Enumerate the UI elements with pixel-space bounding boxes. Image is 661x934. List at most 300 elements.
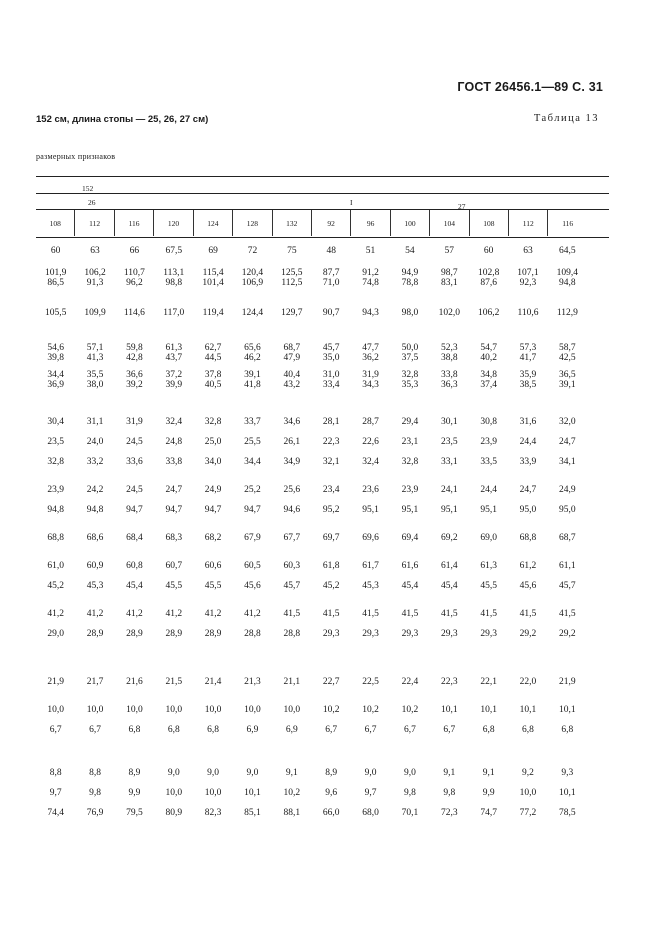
cell-value: 10,0 — [165, 788, 183, 798]
table-cell — [469, 417, 508, 427]
table-cell — [272, 417, 311, 427]
cell-value: 106,2 — [84, 268, 106, 278]
cell-value: 72 — [247, 246, 258, 256]
cell-value: 24,7 — [559, 437, 576, 447]
cell-value: 39,1 — [559, 380, 576, 390]
table-cell — [430, 485, 469, 495]
cell-value: 45,5 — [480, 581, 497, 591]
table-cell — [193, 725, 232, 735]
table-cell — [469, 561, 508, 571]
cell-value: 67,5 — [165, 246, 183, 256]
table-cell — [36, 268, 75, 288]
table-cell — [272, 246, 311, 256]
table-cell — [154, 246, 193, 256]
cell-value: 9,9 — [128, 788, 141, 798]
cell-value: 50,0 — [401, 343, 419, 353]
cell-value: 33,9 — [519, 457, 537, 467]
column-header: 120 — [153, 210, 192, 236]
table-cell — [548, 768, 587, 778]
cell-value: 112,9 — [556, 308, 578, 318]
table-cell — [469, 581, 508, 591]
cell-value: 69,6 — [362, 533, 379, 543]
cell-value: 25,5 — [244, 437, 261, 447]
cell-value: 41,5 — [440, 609, 458, 619]
cell-value: 119,4 — [202, 308, 224, 318]
cell-value: 24,5 — [126, 437, 143, 447]
cell-value: 32,8 — [47, 457, 64, 467]
table-cell — [390, 768, 429, 778]
cell-value: 68,0 — [362, 808, 379, 818]
cell-value: 45,7 — [559, 581, 576, 591]
table-cell — [272, 457, 311, 467]
table-cell — [312, 370, 351, 390]
cell-value: 9,3 — [561, 768, 574, 778]
cell-value: 10,1 — [440, 705, 458, 715]
table-cell — [312, 561, 351, 571]
cell-value: 45,4 — [401, 581, 419, 591]
table-cell — [75, 561, 114, 571]
cell-value: 10,1 — [559, 788, 576, 798]
table-cell — [154, 581, 193, 591]
table-cell — [508, 808, 547, 818]
cell-value: 91,3 — [86, 278, 104, 288]
table-row — [36, 370, 587, 390]
cell-value: 21,1 — [283, 677, 301, 687]
table-cell — [312, 788, 351, 798]
cell-value: 25,6 — [283, 485, 301, 495]
cell-value: 69,2 — [440, 533, 458, 543]
table-cell — [351, 437, 390, 447]
cell-value: 29,4 — [401, 417, 419, 427]
cell-value: 65,6 — [244, 343, 261, 353]
table-cell — [469, 705, 508, 715]
cell-value: 101,9 — [44, 268, 67, 278]
table-cell — [115, 308, 154, 318]
table-cell — [193, 677, 232, 687]
cell-value: 45,4 — [440, 581, 458, 591]
table-cell — [154, 629, 193, 639]
column-header: 128 — [232, 210, 271, 236]
table-cell — [115, 808, 154, 818]
cell-value: 10,0 — [47, 705, 64, 715]
table-cell — [193, 629, 232, 639]
table-cell — [233, 788, 272, 798]
cell-value: 9,8 — [443, 788, 456, 798]
cell-value: 67,7 — [283, 533, 301, 543]
table-row — [36, 788, 587, 798]
table-cell — [233, 505, 272, 515]
table-cell — [548, 308, 587, 318]
table-cell — [193, 308, 232, 318]
cell-value: 6,7 — [364, 725, 377, 735]
cell-value: 120,4 — [241, 268, 264, 278]
cell-value: 94,7 — [126, 505, 143, 515]
cell-value: 94,6 — [283, 505, 301, 515]
table-cell — [508, 417, 547, 427]
cell-value: 82,3 — [204, 808, 222, 818]
table-cell — [430, 268, 469, 288]
cell-value: 45,5 — [204, 581, 222, 591]
table-cell — [548, 788, 587, 798]
table-cell — [233, 246, 272, 256]
cell-value: 102,8 — [477, 268, 500, 278]
cell-value: 32,8 — [401, 370, 419, 380]
cell-value: 74,7 — [480, 808, 497, 818]
cell-value: 68,2 — [204, 533, 222, 543]
table-row — [36, 581, 587, 591]
table-cell — [548, 581, 587, 591]
table-row — [36, 437, 587, 447]
cell-value: 64,5 — [559, 246, 576, 256]
table-cell — [469, 485, 508, 495]
cell-value: 101,4 — [202, 278, 224, 288]
table-cell — [36, 561, 75, 571]
table-cell — [430, 246, 469, 256]
table-cell — [469, 725, 508, 735]
table-cell — [36, 533, 75, 543]
table-cell — [351, 246, 390, 256]
cell-value: 30,1 — [440, 417, 458, 427]
cell-value: 110,6 — [517, 308, 539, 318]
cell-value: 23,9 — [480, 437, 497, 447]
cell-value: 41,5 — [283, 609, 301, 619]
cell-value: 110,7 — [123, 268, 145, 278]
table-cell — [115, 533, 154, 543]
table-cell — [75, 808, 114, 818]
cell-value: 28,1 — [322, 417, 340, 427]
cell-value: 6,7 — [49, 725, 62, 735]
table-cell — [312, 581, 351, 591]
table-cell — [548, 457, 587, 467]
table-cell — [75, 629, 114, 639]
cell-value: 61,3 — [480, 561, 497, 571]
table-cell — [508, 677, 547, 687]
table-cell — [75, 505, 114, 515]
cell-value: 33,7 — [244, 417, 261, 427]
table-cell — [154, 705, 193, 715]
table-cell — [548, 561, 587, 571]
table-cell — [36, 725, 75, 735]
table-cell — [430, 417, 469, 427]
cell-value: 109,9 — [84, 308, 106, 318]
table-cell — [548, 629, 587, 639]
table-cell — [193, 485, 232, 495]
table-cell — [36, 485, 75, 495]
cell-value: 40,4 — [283, 370, 301, 380]
table-cell — [430, 457, 469, 467]
table-cell — [548, 370, 587, 390]
table-cell — [115, 788, 154, 798]
cell-value: 95,1 — [362, 505, 379, 515]
table-cell — [233, 343, 272, 363]
table-cell — [115, 725, 154, 735]
table-cell — [154, 609, 193, 619]
cell-value: 6,7 — [403, 725, 416, 735]
table-cell — [272, 485, 311, 495]
cell-value: 78,8 — [401, 278, 419, 288]
cell-value: 61,0 — [47, 561, 64, 571]
table-cell — [154, 485, 193, 495]
cell-value: 35,9 — [519, 370, 537, 380]
cell-value: 45,5 — [165, 581, 183, 591]
table-cell — [390, 246, 429, 256]
cell-value: 98,0 — [401, 308, 419, 318]
table-cell — [351, 629, 390, 639]
cell-value: 41,2 — [47, 609, 64, 619]
cell-value: 29,0 — [47, 629, 64, 639]
cell-value: 6,8 — [207, 725, 220, 735]
table-cell — [75, 533, 114, 543]
table-cell — [430, 609, 469, 619]
table-cell — [351, 485, 390, 495]
table-cell — [390, 505, 429, 515]
table-cell — [36, 457, 75, 467]
table-cell — [272, 808, 311, 818]
cell-value: 35,3 — [401, 380, 419, 390]
cell-value: 28,7 — [362, 417, 379, 427]
cell-value: 10,1 — [244, 788, 261, 798]
cell-value: 36,3 — [440, 380, 458, 390]
cell-value: 10,2 — [322, 705, 340, 715]
cell-value: 23,6 — [362, 485, 379, 495]
table-cell — [508, 343, 547, 363]
cell-value: 34,1 — [559, 457, 576, 467]
table-cell — [469, 343, 508, 363]
table-cell — [312, 268, 351, 288]
cell-value: 60,6 — [204, 561, 222, 571]
table-cell — [508, 370, 547, 390]
table-cell — [548, 533, 587, 543]
cell-value: 35,5 — [86, 370, 104, 380]
cell-value: 21,7 — [86, 677, 104, 687]
table-cell — [430, 705, 469, 715]
cell-value: 94,3 — [362, 308, 379, 318]
table-cell — [508, 629, 547, 639]
table-cell — [272, 705, 311, 715]
table-cell — [233, 457, 272, 467]
table-cell — [272, 609, 311, 619]
cell-value: 60,7 — [165, 561, 183, 571]
cell-value: 9,0 — [207, 768, 220, 778]
table-cell — [508, 581, 547, 591]
cell-value: 91,2 — [362, 268, 379, 278]
table-cell — [508, 725, 547, 735]
table-cell — [430, 370, 469, 390]
cell-value: 10,0 — [126, 705, 143, 715]
cell-value: 68,6 — [86, 533, 104, 543]
cell-value: 37,5 — [401, 353, 419, 363]
cell-value: 47,7 — [362, 343, 379, 353]
table-cell — [272, 308, 311, 318]
table-cell — [548, 343, 587, 363]
table-cell — [548, 705, 587, 715]
cell-value: 32,8 — [204, 417, 222, 427]
cell-value: 78,5 — [559, 808, 576, 818]
cell-value: 43,2 — [283, 380, 301, 390]
table-cell — [312, 246, 351, 256]
table-cell — [390, 581, 429, 591]
cell-value: 94,8 — [559, 278, 576, 288]
table-cell — [548, 246, 587, 256]
cell-value: 92,3 — [519, 278, 537, 288]
cell-value: 98,7 — [440, 268, 458, 278]
cell-value: 51 — [365, 246, 376, 256]
table-cell — [272, 370, 311, 390]
cell-value: 23,5 — [47, 437, 64, 447]
cell-value: 22,4 — [401, 677, 419, 687]
table-cell — [548, 609, 587, 619]
table-cell — [272, 677, 311, 687]
table-cell — [36, 808, 75, 818]
table-cell — [469, 505, 508, 515]
cell-value: 74,4 — [47, 808, 64, 818]
cell-value: 23,1 — [401, 437, 419, 447]
table-cell — [154, 370, 193, 390]
cell-value: 21,3 — [244, 677, 261, 687]
table-cell — [469, 533, 508, 543]
cell-value: 9,0 — [403, 768, 416, 778]
cell-value: 60,8 — [126, 561, 143, 571]
table-row — [36, 485, 587, 495]
cell-value: 29,2 — [559, 629, 576, 639]
cell-value: 32,1 — [322, 457, 340, 467]
table-cell — [469, 609, 508, 619]
table-cell — [115, 370, 154, 390]
table-cell — [312, 725, 351, 735]
table-subtitle: 152 см, длина стопы — 25, 26, 27 см) — [36, 114, 209, 125]
cell-value: 31,1 — [86, 417, 104, 427]
table-cell — [233, 808, 272, 818]
cell-value: 6,8 — [482, 725, 495, 735]
table-cell — [508, 609, 547, 619]
cell-value: 76,9 — [86, 808, 104, 818]
cell-value: 94,9 — [401, 268, 419, 278]
table-cell — [233, 485, 272, 495]
table-cell — [154, 505, 193, 515]
cell-value: 9,1 — [285, 768, 298, 778]
cell-value: 41,2 — [244, 609, 261, 619]
cell-value: 60 — [483, 246, 494, 256]
group-mark: I — [350, 198, 353, 207]
cell-value: 36,9 — [47, 380, 64, 390]
cell-value: 46,2 — [244, 353, 261, 363]
table-cell — [115, 581, 154, 591]
table-cell — [508, 505, 547, 515]
table-cell — [193, 370, 232, 390]
group-foot-26: 26 — [88, 198, 96, 207]
table-cell — [115, 705, 154, 715]
cell-value: 29,3 — [322, 629, 340, 639]
cell-value: 75 — [287, 246, 297, 256]
cell-value: 28,8 — [283, 629, 301, 639]
cell-value: 33,1 — [440, 457, 458, 467]
cell-value: 34,9 — [283, 457, 301, 467]
cell-value: 39,1 — [244, 370, 261, 380]
table-cell — [36, 768, 75, 778]
table-cell — [36, 677, 75, 687]
cell-value: 54 — [405, 246, 415, 256]
cell-value: 10,2 — [283, 788, 301, 798]
table-cell — [36, 343, 75, 363]
table-cell — [115, 417, 154, 427]
cell-value: 45,7 — [322, 343, 340, 353]
table-cell — [193, 808, 232, 818]
table-cell — [312, 533, 351, 543]
cell-value: 29,3 — [362, 629, 379, 639]
cell-value: 33,8 — [440, 370, 458, 380]
table-cell — [469, 677, 508, 687]
cell-value: 60,5 — [244, 561, 261, 571]
table-cell — [75, 788, 114, 798]
cell-value: 21,6 — [126, 677, 143, 687]
table-cell — [430, 808, 469, 818]
table-cell — [508, 246, 547, 256]
table-cell — [115, 677, 154, 687]
table-cell — [508, 485, 547, 495]
table-cell — [430, 505, 469, 515]
cell-value: 41,7 — [519, 353, 537, 363]
table-cell — [115, 505, 154, 515]
cell-value: 21,5 — [165, 677, 183, 687]
table-cell — [233, 417, 272, 427]
table-cell — [233, 677, 272, 687]
table-cell — [390, 705, 429, 715]
cell-value: 71,0 — [322, 278, 340, 288]
table-cell — [508, 768, 547, 778]
cell-value: 24,2 — [86, 485, 104, 495]
table-row — [36, 246, 587, 256]
cell-value: 117,0 — [163, 308, 185, 318]
table-cell — [233, 308, 272, 318]
column-header: 104 — [429, 210, 468, 236]
table-cell — [430, 768, 469, 778]
cell-value: 94,8 — [47, 505, 64, 515]
table-cell — [430, 788, 469, 798]
table-cell — [115, 485, 154, 495]
table-cell — [508, 705, 547, 715]
table-cell — [115, 343, 154, 363]
table-cell — [508, 457, 547, 467]
table-cell — [36, 705, 75, 715]
cell-value: 61,7 — [362, 561, 379, 571]
cell-value: 54,6 — [47, 343, 64, 353]
table-cell — [430, 343, 469, 363]
cell-value: 69,0 — [480, 533, 497, 543]
table-row — [36, 808, 587, 818]
table-cell — [75, 485, 114, 495]
cell-value: 54,7 — [480, 343, 497, 353]
table-cell — [351, 308, 390, 318]
table-cell — [233, 629, 272, 639]
cell-value: 10,0 — [519, 788, 537, 798]
cell-value: 61,3 — [165, 343, 183, 353]
table-cell — [233, 725, 272, 735]
cell-value: 30,4 — [47, 417, 64, 427]
table-cell — [36, 609, 75, 619]
table-cell — [430, 561, 469, 571]
table-cell — [351, 788, 390, 798]
cell-value: 74,8 — [362, 278, 379, 288]
cell-value: 31,6 — [519, 417, 537, 427]
cell-value: 29,3 — [440, 629, 458, 639]
table-cell — [154, 268, 193, 288]
table-cell — [430, 725, 469, 735]
table-cell — [115, 246, 154, 256]
table-cell — [193, 437, 232, 447]
cell-value: 6,8 — [522, 725, 534, 735]
table-row — [36, 457, 587, 467]
table-cell — [548, 485, 587, 495]
